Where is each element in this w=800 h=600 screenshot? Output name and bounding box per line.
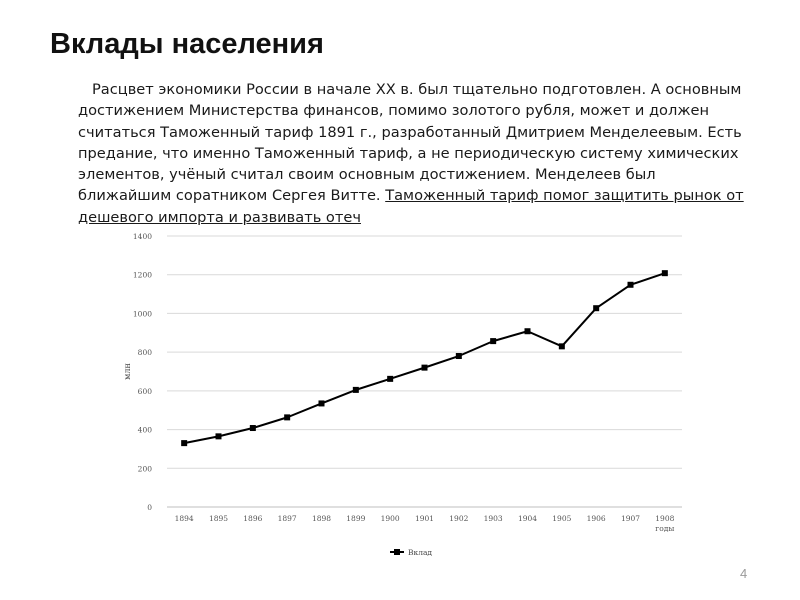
data-point [353,387,359,393]
y-tick-label: 400 [137,425,152,435]
data-point [422,365,428,371]
y-tick-label: 200 [137,464,152,474]
x-tick-label: 1894 [174,514,194,523]
data-point [250,425,256,431]
deposits-chart [118,226,718,566]
data-point [628,282,634,288]
y-tick-label: 1400 [132,232,152,241]
x-tick-label: 1907 [620,514,641,523]
x-tick-label: 1903 [483,514,503,523]
data-point [525,328,531,334]
data-point [387,376,393,382]
data-point [559,343,565,349]
page-number: 4 [740,566,748,581]
x-tick-label: 1905 [552,514,572,523]
x-tick-label: 1899 [346,514,366,523]
y-tick-label: 1200 [132,270,152,280]
data-point [319,400,325,406]
data-point [284,414,290,420]
x-tick-label: 1898 [311,514,332,523]
data-point [662,270,668,276]
x-axis-title: годы [655,524,675,533]
data-point [456,353,462,359]
x-tick-label: 1895 [208,514,229,523]
legend-label: Вклад [408,548,433,557]
data-point [181,440,187,446]
x-tick-label: 1896 [243,514,263,523]
y-tick-label: 600 [137,386,152,396]
slide-title: Вклады населения [50,28,324,60]
data-point [216,433,222,439]
x-tick-label: 1906 [586,514,606,523]
x-tick-label: 1900 [380,514,400,523]
x-tick-label: 1902 [449,514,469,523]
series-line [184,273,665,443]
y-tick-label: 0 [147,503,152,512]
x-tick-label: 1897 [277,514,297,523]
data-point [593,305,599,311]
y-axis-title: млн [123,363,132,380]
body-paragraph [78,79,750,228]
deposits-chart-svg [118,226,718,566]
x-tick-label: 1908 [655,514,675,523]
x-tick-label: 1904 [517,514,538,523]
paragraph-text: Расцвет экономики России в начале XX в. был тщательно подготовлен. А основным достижением Министерства финансов, помимо золотого рубля, может и должен считаться Таможенный тариф 1891 г., разработанный Дмитрием Менделеевым. Есть предание, что именно Таможенный тариф, а не периодическую систему химических элементов, учёный считал своим основным достижением. Менделеев был ближайшим соратником Сергея Витте. [78,81,742,205]
y-tick-label: 1000 [132,309,152,319]
y-tick-label: 800 [137,348,152,358]
x-tick-label: 1901 [414,514,435,523]
data-point [490,338,496,344]
legend-marker [394,549,400,555]
underlined-sentence: Таможенный тариф помог защитить рынок от дешевого импорта и развивать отеч [78,187,744,226]
